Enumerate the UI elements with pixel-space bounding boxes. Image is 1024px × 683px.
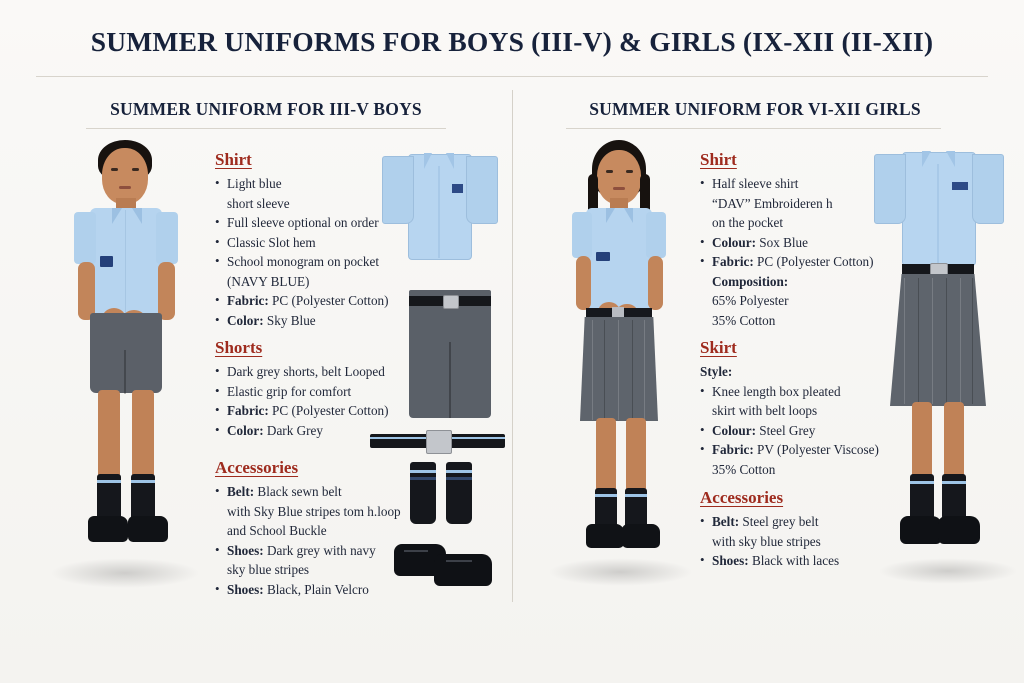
list-item: • Colour: Steel Grey [700,423,890,440]
girl-head [597,150,641,204]
list-item: • School monogram on pocket [215,254,395,271]
list-item-continuation: with Sky Blue stripes tom h.loop [227,503,401,519]
list-item-continuation: “DAV” Embroideren h [712,195,833,211]
left-heading-divider [86,128,446,129]
girl-shoe-right [622,524,660,548]
girl-sock-stripe-right [625,494,647,497]
boy-eye-left [111,168,118,171]
girls-illustration-shoe-left [900,516,942,544]
title-divider [36,76,988,77]
boy-collar-right [132,208,142,224]
skirt-style-label: Style: [700,364,733,379]
left-shirt-list [215,176,395,329]
boy-leg-left [98,390,120,478]
sock-stripe-left-b [410,477,436,480]
list-item: • Fabric: PC (Polyester Cotton) [215,293,395,310]
girl-eye-right [626,170,633,173]
boy-sock-stripe-left [97,480,121,483]
shorts-belt-buckle [443,295,459,309]
list-item: • Shoes: Black with laces [700,553,890,570]
list-item: • Fabric: PC (Polyester Cotton) [700,254,880,271]
boy-arm-right [158,262,175,320]
shoe-right-lace [446,560,472,562]
shirt-sleeve-right [466,156,498,224]
list-item: • Full sleeve optional on order [215,215,395,232]
list-item: • Fabric: PV (Polyester Viscose) [700,442,890,459]
skirt-pleat-2 [604,320,605,420]
shorts-center-seam [449,342,451,418]
girl-sleeve-left [572,212,592,258]
girls-skirt-pleat-3 [932,278,933,404]
boy-shirt-placket [125,210,126,314]
shoe-left-lace [404,550,428,552]
list-item-continuation: Composition: [712,273,789,289]
list-item-continuation: sky blue stripes [227,562,310,577]
list-item-continuation: 35% Cotton [712,461,776,477]
girl-arm-left [576,256,591,310]
left-accessories-list [215,484,405,598]
column-divider [512,90,513,602]
sock-stripe-right-a [446,470,472,473]
girl-arm-right [648,256,663,310]
girls-illustration-shoe-right [938,516,980,544]
right-column-heading: SUMMER UNIFORM FOR VI-XII GIRLS [589,99,921,119]
list-item: • Colour: Sox Blue [700,235,880,252]
boy-shorts-seam [124,350,126,394]
list-item-continuation: (NAVY BLUE) [227,273,310,289]
list-item: • Shoes: Dark grey with navy [215,543,405,560]
girl-shirt-monogram [596,252,610,261]
right-heading-divider [566,128,941,129]
list-item-continuation: 35% Cotton [712,312,776,328]
girls-skirt-pleat-1 [904,278,905,404]
list-item: • Color: Sky Blue [215,313,395,330]
shoe-right [434,554,492,586]
skirt-pleat-4 [632,320,633,420]
list-item: • Classic Slot hem [215,235,395,252]
girl-sock-stripe-left [595,494,617,497]
list-item: • Fabric: PC (Polyester Cotton) [215,403,405,420]
girl-ground-shadow [548,558,693,586]
shirt-body [408,154,472,260]
right-section-shirt [700,150,880,332]
list-item: • Knee length box pleated [700,384,890,401]
boy-mouth [119,186,131,189]
girls-illustration-leg-right [944,402,964,478]
list-item: • Light blue [215,176,395,193]
shirt-placket [438,166,440,258]
left-shorts-title: Shorts [215,338,263,357]
girls-sock-stripe-left [910,481,934,484]
girl-collar-left [606,208,615,223]
boy-shoe-left [88,516,128,542]
girls-shirt-body [902,152,976,266]
boy-shoe-right [128,516,168,542]
girl-sleeve-right [646,212,666,258]
list-item: • Dark grey shorts, belt Looped [215,364,405,381]
list-item: • Elastic grip for comfort [215,384,405,401]
girls-illustration-shadow [878,558,1018,584]
girl-mouth [613,187,625,190]
boys-shirt-illustration [380,140,510,270]
list-item: • Belt: Black sewn belt [215,484,405,501]
boy-sock-stripe-right [131,480,155,483]
boy-sleeve-left [74,212,96,264]
boy-leg-right [132,390,154,478]
left-column-heading: SUMMER UNIFORM FOR III-V BOYS [110,99,422,119]
girls-skirt-pleat-4 [946,278,947,404]
poster-header [0,26,1024,58]
girl-eye-left [606,170,613,173]
girls-collar-left [922,151,931,167]
boys-belt-illustration [370,428,505,458]
left-section-accessories [215,458,405,601]
girls-shirt-sleeve-right [972,154,1004,224]
boys-socks-illustration [400,462,490,532]
boy-student-photo [40,138,210,588]
girls-uniform-illustration [870,140,1020,590]
shirt-collar-right [446,153,454,169]
list-item-continuation: on the pocket [712,215,784,230]
girl-student-photo [540,140,700,590]
girls-skirt-pleat-2 [918,278,919,404]
left-accessories-title: Accessories [215,458,299,477]
list-item-continuation: short sleeve [227,195,290,211]
right-skirt-title: Skirt [700,338,737,357]
shirt-collar-left [424,153,432,169]
girls-shirt-sleeve-left [874,154,906,224]
boy-school-monogram [100,256,113,267]
girl-leg-right [626,418,646,492]
girl-belt-buckle [612,307,624,318]
boys-shoes-illustration [390,536,500,592]
list-item-continuation: with sky blue stripes [712,533,821,549]
right-skirt-list [700,364,890,478]
sock-stripe-left-a [410,470,436,473]
page-title: SUMMER UNIFORMS FOR BOYS (III-V) & GIRLS (IX-XII (II-XII) [90,26,934,57]
sock-stripe-right-b [446,477,472,480]
skirt-pleat-3 [618,320,619,420]
boy-collar-left [112,208,122,224]
girl-leg-left [596,418,616,492]
girls-shirt-placket [937,164,939,264]
boy-shorts [90,313,162,393]
boy-eye-right [132,168,139,171]
boy-arm-left [78,262,95,320]
list-item: • Color: Dark Grey [215,423,405,440]
boys-shorts-illustration [395,282,505,427]
list-item: • Half sleeve shirt [700,176,880,193]
left-shirt-title: Shirt [215,150,252,169]
boy-head [102,148,148,204]
girls-shirt-dav-logo [952,182,968,190]
boy-sleeve-right [156,212,178,264]
left-section-shorts [215,338,405,442]
girl-collar-right [624,208,633,223]
right-shirt-title: Shirt [700,150,737,169]
girls-skirt-pleat-6 [972,278,973,404]
list-item-continuation: skirt with belt loops [712,403,818,418]
right-section-skirt [700,338,890,481]
girl-shoe-left [586,524,624,548]
right-section-accessories [700,488,890,573]
list-item-continuation: 65% Polyester [712,293,789,308]
list-item: • Shoes: Black, Plain Velcro [215,582,405,599]
boy-ground-shadow [50,558,200,588]
right-accessories-list [700,514,890,570]
girls-skirt-pleat-5 [960,278,961,404]
skirt-pleat-1 [592,320,593,420]
girls-collar-right [946,151,955,167]
left-section-shirt [215,150,395,332]
list-item-continuation: and School Buckle [227,523,327,538]
right-shirt-list [700,176,880,329]
right-accessories-title: Accessories [700,488,784,507]
belt-buckle [426,430,452,454]
girls-illustration-leg-left [912,402,932,478]
girls-sock-stripe-right [942,481,966,484]
list-item: • Belt: Steel grey belt [700,514,890,531]
shirt-pocket-monogram [452,184,463,193]
skirt-pleat-5 [644,320,645,420]
shirt-sleeve-left [382,156,414,224]
